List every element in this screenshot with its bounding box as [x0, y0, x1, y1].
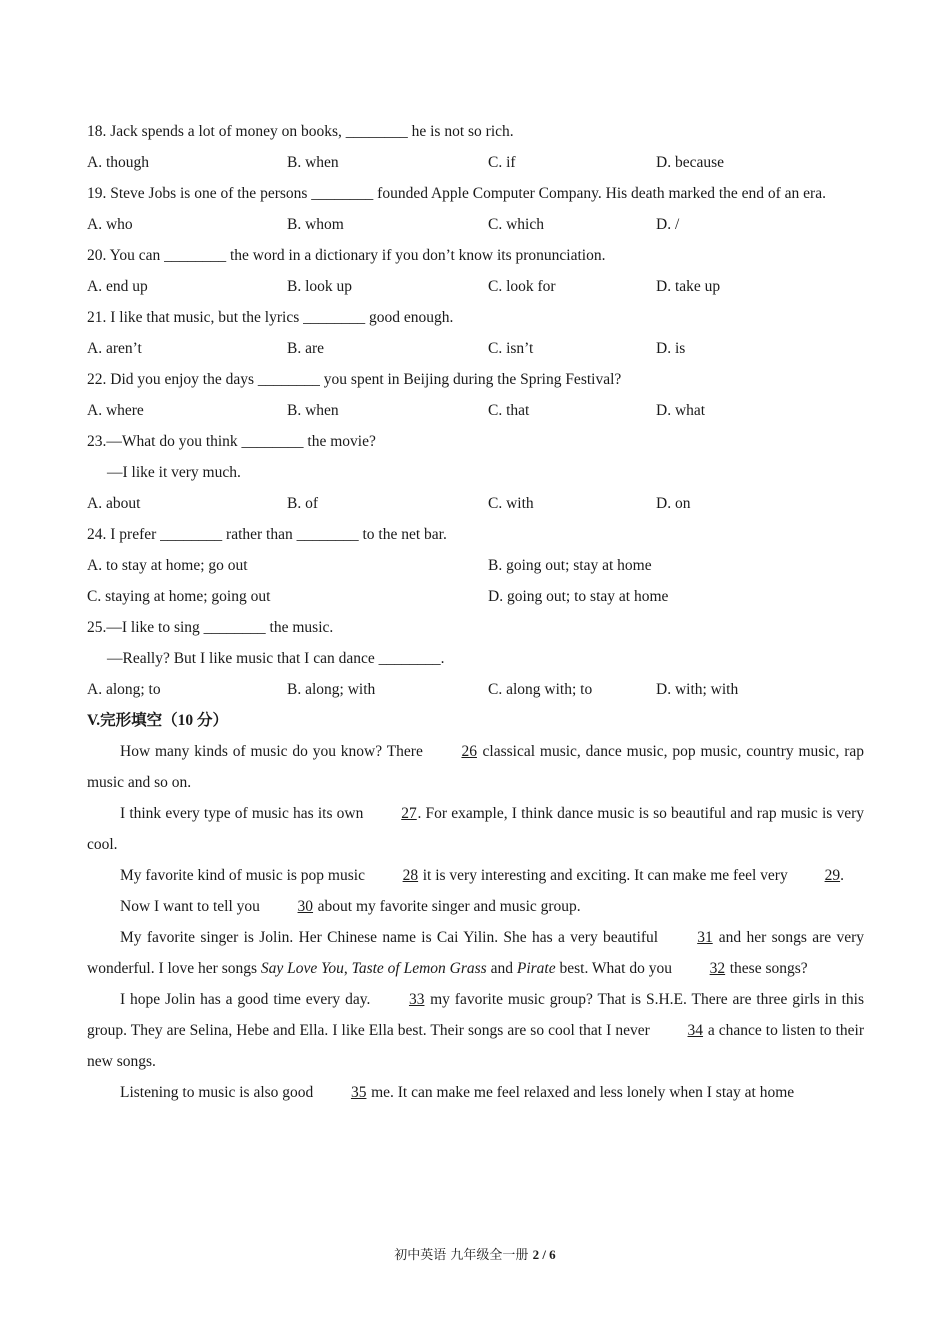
song-title: Say Love You: [260, 960, 344, 977]
text: and her songs are very wonderful. I love her songs: [87, 929, 864, 977]
text: How many kinds of music do you know? There: [120, 743, 428, 760]
blank-35: 35: [350, 1084, 367, 1101]
text: best. What do you: [555, 960, 676, 977]
option-a: A. end up: [87, 278, 148, 295]
blank-28: 28: [402, 867, 419, 884]
options-25: [87, 674, 864, 705]
blank-29: 29: [824, 867, 841, 884]
cloze-paragraph-5: [87, 922, 864, 984]
options-18: [87, 147, 864, 178]
question-22: 22. Did you enjoy the days ________ you spent in Beijing during the Spring Festival?: [87, 371, 622, 388]
page-footer: [0, 1244, 950, 1263]
option-d: D. going out; to stay at home: [488, 588, 669, 605]
option-a: A. who: [87, 216, 133, 233]
option-c: C. staying at home; going out: [87, 588, 271, 605]
text: it is very interesting and exciting. It can make me feel very: [418, 867, 792, 884]
option-b: B. are: [287, 340, 325, 357]
question-21: 21. I like that music, but the lyrics ________ good enough.: [87, 309, 454, 326]
option-b: B. whom: [287, 216, 344, 233]
text: and: [486, 960, 517, 977]
blank-32: 32: [709, 960, 726, 977]
text: a chance to listen to their new songs.: [87, 1022, 864, 1070]
options-21: [87, 333, 864, 364]
options-24-row2: [87, 581, 864, 612]
option-a: A. to stay at home; go out: [87, 557, 248, 574]
option-b: B. when: [287, 154, 339, 171]
option-c: C. that: [488, 402, 530, 419]
option-c: C. with: [488, 495, 534, 512]
blank-33: 33: [408, 991, 425, 1008]
option-a: A. though: [87, 154, 149, 171]
question-23: 23.—What do you think ________ the movie?: [87, 433, 376, 450]
options-19: [87, 209, 864, 240]
section-title: V.完形填空（10 分）: [87, 712, 228, 729]
question-24: 24. I prefer ________ rather than ________ to the net bar.: [87, 526, 447, 543]
option-d: D. with; with: [656, 681, 739, 698]
text: I think every type of music has its own: [120, 805, 368, 822]
cloze-paragraph-6: [87, 984, 864, 1077]
blank-26: 26: [461, 743, 477, 760]
text: My favorite singer is Jolin. Her Chinese name is Cai Yilin. She has a very beautiful: [120, 929, 664, 946]
blank-34: 34: [687, 1022, 704, 1039]
option-c: C. along with; to: [488, 681, 593, 698]
text: my favorite music group? That is S.H.E. There are three girls in this group. They are Selina, Hebe and Ella. I like Ella best. Their songs are so cool that I never: [87, 991, 864, 1039]
option-c: C. if: [488, 154, 516, 171]
text: Now I want to tell you: [120, 898, 264, 915]
option-c: C. isn’t: [488, 340, 534, 357]
question-19: 19. Steve Jobs is one of the persons ________ founded Apple Computer Company. His death marked the end of an era.: [87, 185, 826, 202]
text: Listening to music is also good: [120, 1084, 318, 1101]
text: . For example, I think dance music is so beautiful and rap music is very cool.: [87, 805, 864, 853]
footer-text: 初中英语 九年级全一册: [394, 1248, 533, 1263]
options-23: [87, 488, 864, 519]
blank-27: 27: [401, 805, 417, 822]
options-22: [87, 395, 864, 426]
option-b: B. going out; stay at home: [488, 557, 652, 574]
cloze-paragraph-4: [87, 891, 864, 922]
exam-page: [87, 116, 864, 1108]
cloze-paragraph-1: [87, 736, 864, 798]
option-b: B. look up: [287, 278, 353, 295]
option-d: D. because: [656, 154, 724, 171]
option-d: D. /: [656, 216, 680, 233]
options-24-row1: [87, 550, 864, 581]
option-d: D. on: [656, 495, 691, 512]
option-d: D. what: [656, 402, 706, 419]
question-18: 18. Jack spends a lot of money on books, ________ he is not so rich.: [87, 123, 514, 140]
option-c: C. look for: [488, 278, 556, 295]
option-a: A. aren’t: [87, 340, 142, 357]
option-c: C. which: [488, 216, 544, 233]
option-d: D. take up: [656, 278, 721, 295]
question-25: 25.—I like to sing ________ the music.: [87, 619, 334, 636]
page-number: 2 / 6: [532, 1247, 556, 1262]
option-d: D. is: [656, 340, 686, 357]
question-20: 20. You can ________ the word in a dictionary if you don’t know its pronunciation.: [87, 247, 606, 264]
cloze-paragraph-3: [87, 860, 864, 891]
text: My favorite kind of music is pop music: [120, 867, 369, 884]
option-a: A. along; to: [87, 681, 161, 698]
option-a: A. where: [87, 402, 144, 419]
option-a: A. about: [87, 495, 141, 512]
song-title: Pirate: [516, 960, 556, 977]
question-25-reply: —Really? But I like music that I can dance ________.: [107, 650, 445, 667]
option-b: B. when: [287, 402, 339, 419]
text: I hope Jolin has a good time every day.: [120, 991, 376, 1008]
blank-31: 31: [697, 929, 713, 946]
options-20: [87, 271, 864, 302]
text: ,: [343, 960, 352, 977]
text: .: [840, 867, 844, 884]
cloze-paragraph-2: [87, 798, 864, 860]
option-b: B. along; with: [287, 681, 376, 698]
text: these songs?: [725, 960, 808, 977]
text: me. It can make me feel relaxed and less lonely when I stay at home: [367, 1084, 795, 1101]
question-23-reply: —I like it very much.: [107, 464, 241, 481]
cloze-paragraph-7: [87, 1077, 864, 1108]
option-b: B. of: [287, 495, 318, 512]
song-title: Taste of Lemon Grass: [351, 960, 487, 977]
text: about my favorite singer and music group.: [313, 898, 581, 915]
text: classical music, dance music, pop music, country music, rap music and so on.: [87, 743, 864, 791]
blank-30: 30: [297, 898, 314, 915]
